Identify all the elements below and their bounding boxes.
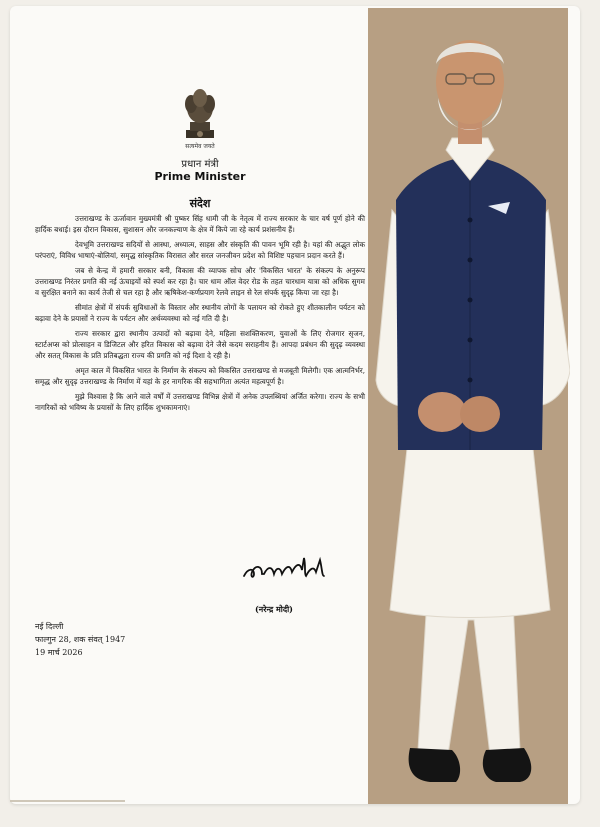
paragraph: सीमांत क्षेत्रों में संपर्क सुविधाओं के विस्तार और स्थानीय लोगों के पलायन को रोकते हुए शीतकालीन पर्यटन को बढ़ावा देने के प्रयासों ने राज्य के पर्यटन और अर्थव्यवस्था को नई गति दी है। (35, 303, 365, 323)
paragraph: अमृत काल में विकसित भारत के निर्माण के संकल्प को विकसित उत्तराखण्ड से मजबूती मिलेगी। एक आत्मनिर्भर, समृद्ध और सुदृढ़ उत्तराखण्ड के निर्माण में यहां के हर नागरिक की सहभागिता अत्यंत महत्वपूर्ण है। (35, 366, 365, 386)
signature-name: (नरेन्द्र मोदी) (255, 604, 293, 614)
bottom-accent-line (10, 800, 125, 802)
place: नई दिल्ली (35, 622, 64, 631)
paragraph: देवभूमि उत्तराखण्ड सदियों से आस्था, अध्यात्म, साहस और संस्कृति की पावन भूमि रही है। यहां की अद्भुत लोक परंपराएं, विविध भाषाएं-बोलियां, समृद्ध सांस्कृतिक विरासत और सरल जनजीवन प्रदेश को विशिष्ट पहचान प्रदान करते हैं। (35, 240, 365, 260)
paragraph: जब से केन्द्र में हमारी सरकार बनी, विकास की व्यापक सोच और 'विकसित भारत' के संकल्प के अनुरूप उत्तराखण्ड निरंतर प्रगति की नई ऊंचाइयों को स्पर्श कर रहा है। चार धाम ऑल वेदर रोड के तहत चारधाम यात्रा को अधिक सुगम व सुरक्षित बनाने का कार्य तेजी से चल रहा है और ऋषिकेश-कर्णप्रयाग रेलवे लाइन से रेल संपर्क सुदृढ़ किया जा रहा है। (35, 266, 365, 297)
paragraph: उत्तराखण्ड के ऊर्जावान मुख्यमंत्री श्री पुष्कर सिंह धामी जी के नेतृत्व में राज्य सरकार के चार वर्ष पूर्ण होने की हार्दिक बधाई। इस दौरान विकास, सुशासन और जनकल्याण के क्षेत्र में किये जा रहे कार्य प्रशंसनीय हैं। (35, 214, 365, 234)
letter-card (10, 6, 580, 804)
date-saka: फाल्गुन 28, शक संवत् 1947 (35, 635, 126, 644)
paragraph: मुझे विश्वास है कि आने वाले वर्षों में उत्तराखण्ड विभिन्न क्षेत्रों में अनेक उपलब्धियां अर्जित करेगा। राज्य के सभी नागरिकों को भविष्य के प्रयासों के लिए हार्दिक शुभकामनाएं। (35, 392, 365, 412)
letter-body (35, 213, 365, 417)
prime-minister-photo (370, 20, 570, 804)
letter-heading: संदेश (189, 197, 211, 210)
national-emblem-icon (180, 86, 220, 144)
date-gregorian: 19 मार्च 2026 (35, 648, 83, 657)
emblem-motto: सत्यमेव जयते (185, 143, 215, 150)
place-and-date (35, 620, 125, 659)
title-hindi: प्रधान मंत्री (181, 159, 219, 170)
title-english: Prime Minister (154, 170, 246, 183)
signature-image (240, 554, 340, 584)
paragraph: राज्य सरकार द्वारा स्थानीय उत्पादों को बढ़ावा देने, महिला सशक्तिकरण, युवाओं के लिए रोजगार सृजन, स्टार्टअप्स को प्रोत्साहन व डिजिटल और हरित विकास को बढ़ावा देने जैसे कदम सराहनीय हैं। आपदा प्रबंधन की सुदृढ़ व्यवस्था और सतत् विकास के प्रति प्रतिबद्धता राज्य की प्रगति को नई दिशा दे रही है। (35, 329, 365, 360)
